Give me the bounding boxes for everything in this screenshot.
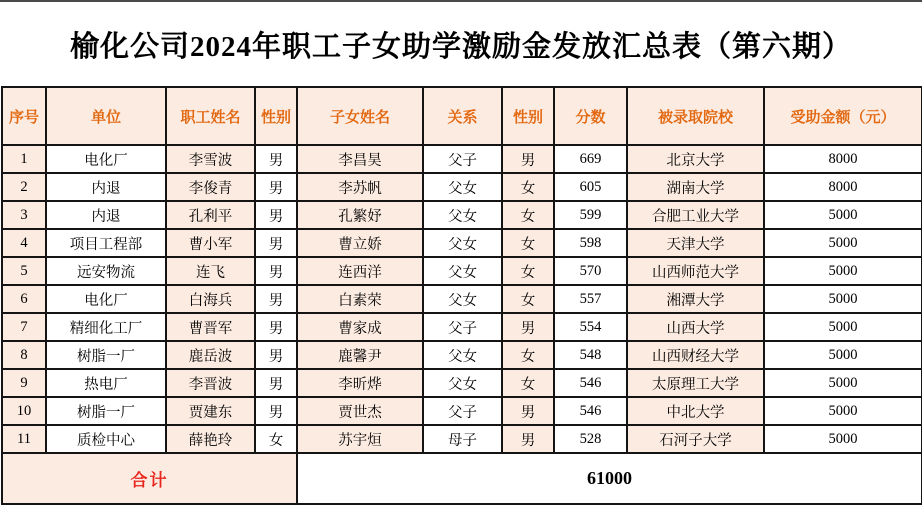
cell-employee-gender: 男 [255, 257, 297, 285]
cell-unit: 精细化工厂 [46, 313, 166, 341]
cell-employee-name: 李晋波 [166, 369, 255, 397]
column-header-no: 序号 [2, 87, 46, 145]
total-label: 合计 [2, 453, 297, 504]
cell-amount: 5000 [764, 369, 922, 397]
cell-amount: 5000 [764, 397, 922, 425]
table-row [2, 369, 922, 397]
cell-child-gender: 女 [502, 201, 554, 229]
cell-no: 7 [2, 313, 46, 341]
cell-no: 1 [2, 145, 46, 173]
cell-child-gender: 女 [502, 341, 554, 369]
cell-no: 5 [2, 257, 46, 285]
cell-school: 山西财经大学 [627, 341, 764, 369]
cell-employee-gender: 男 [255, 397, 297, 425]
cell-employee-gender: 男 [255, 145, 297, 173]
cell-school: 中北大学 [627, 397, 764, 425]
cell-child-name: 贾世杰 [297, 397, 423, 425]
cell-score: 554 [554, 313, 627, 341]
column-header-child-name: 子女姓名 [297, 87, 423, 145]
cell-no: 8 [2, 341, 46, 369]
cell-relation: 父子 [423, 145, 502, 173]
cell-relation: 父子 [423, 313, 502, 341]
cell-relation: 父女 [423, 257, 502, 285]
cell-score: 546 [554, 397, 627, 425]
cell-amount: 5000 [764, 313, 922, 341]
cell-child-gender: 女 [502, 173, 554, 201]
cell-score: 528 [554, 425, 627, 453]
cell-school: 太原理工大学 [627, 369, 764, 397]
cell-no: 6 [2, 285, 46, 313]
cell-child-name: 连西洋 [297, 257, 423, 285]
cell-child-name: 李苏帆 [297, 173, 423, 201]
table-row [2, 257, 922, 285]
cell-child-gender: 女 [502, 285, 554, 313]
cell-school: 北京大学 [627, 145, 764, 173]
cell-child-gender: 男 [502, 397, 554, 425]
cell-no: 11 [2, 425, 46, 453]
cell-no: 3 [2, 201, 46, 229]
cell-amount: 5000 [764, 257, 922, 285]
cell-employee-gender: 男 [255, 285, 297, 313]
table-row [2, 201, 922, 229]
cell-child-name: 苏宇烜 [297, 425, 423, 453]
table-row [2, 397, 922, 425]
cell-relation: 父女 [423, 369, 502, 397]
cell-relation: 父女 [423, 229, 502, 257]
cell-relation: 母子 [423, 425, 502, 453]
cell-amount: 8000 [764, 145, 922, 173]
cell-relation: 父子 [423, 397, 502, 425]
table-row [2, 285, 922, 313]
cell-unit: 热电厂 [46, 369, 166, 397]
table-row [2, 313, 922, 341]
cell-unit: 树脂一厂 [46, 341, 166, 369]
column-header-school: 被录取院校 [627, 87, 764, 145]
cell-employee-name: 贾建东 [166, 397, 255, 425]
cell-unit: 内退 [46, 173, 166, 201]
cell-employee-gender: 男 [255, 313, 297, 341]
cell-score: 605 [554, 173, 627, 201]
cell-unit: 远安物流 [46, 257, 166, 285]
cell-employee-name: 薛艳玲 [166, 425, 255, 453]
cell-child-gender: 男 [502, 313, 554, 341]
column-header-unit: 单位 [46, 87, 166, 145]
cell-school: 合肥工业大学 [627, 201, 764, 229]
cell-score: 548 [554, 341, 627, 369]
total-amount: 61000 [297, 453, 922, 504]
cell-school: 山西大学 [627, 313, 764, 341]
cell-child-name: 曹家成 [297, 313, 423, 341]
cell-score: 598 [554, 229, 627, 257]
cell-employee-name: 曹晋军 [166, 313, 255, 341]
cell-relation: 父女 [423, 201, 502, 229]
table-header-row [2, 87, 922, 145]
cell-unit: 树脂一厂 [46, 397, 166, 425]
cell-amount: 5000 [764, 285, 922, 313]
cell-child-name: 曹立娇 [297, 229, 423, 257]
cell-unit: 质检中心 [46, 425, 166, 453]
cell-employee-name: 鹿岳波 [166, 341, 255, 369]
cell-relation: 父女 [423, 341, 502, 369]
cell-unit: 电化厂 [46, 285, 166, 313]
cell-no: 2 [2, 173, 46, 201]
cell-score: 557 [554, 285, 627, 313]
cell-employee-gender: 男 [255, 229, 297, 257]
cell-employee-gender: 女 [255, 425, 297, 453]
cell-employee-name: 曹小军 [166, 229, 255, 257]
cell-school: 石河子大学 [627, 425, 764, 453]
cell-relation: 父女 [423, 173, 502, 201]
cell-unit: 项目工程部 [46, 229, 166, 257]
cell-unit: 电化厂 [46, 145, 166, 173]
cell-employee-name: 李雪波 [166, 145, 255, 173]
cell-amount: 8000 [764, 173, 922, 201]
cell-employee-name: 连飞 [166, 257, 255, 285]
page-title: 榆化公司2024年职工子女助学激励金发放汇总表（第六期） [69, 30, 852, 63]
cell-amount: 5000 [764, 425, 922, 453]
cell-employee-name: 孔利平 [166, 201, 255, 229]
cell-no: 10 [2, 397, 46, 425]
cell-relation: 父女 [423, 285, 502, 313]
cell-amount: 5000 [764, 201, 922, 229]
subsidy-summary-table [1, 86, 922, 505]
table-row [2, 229, 922, 257]
cell-child-gender: 男 [502, 425, 554, 453]
cell-amount: 5000 [764, 229, 922, 257]
cell-amount: 5000 [764, 341, 922, 369]
column-header-employee-gender: 性别 [255, 87, 297, 145]
table-row [2, 425, 922, 453]
cell-score: 599 [554, 201, 627, 229]
cell-child-gender: 男 [502, 145, 554, 173]
cell-employee-name: 李俊青 [166, 173, 255, 201]
cell-school: 湖南大学 [627, 173, 764, 201]
cell-employee-gender: 男 [255, 173, 297, 201]
column-header-score: 分数 [554, 87, 627, 145]
table-row [2, 173, 922, 201]
cell-child-name: 鹿馨尹 [297, 341, 423, 369]
cell-unit: 内退 [46, 201, 166, 229]
column-header-child-gender: 性别 [502, 87, 554, 145]
cell-no: 4 [2, 229, 46, 257]
table-row [2, 341, 922, 369]
cell-employee-gender: 男 [255, 369, 297, 397]
cell-school: 山西师范大学 [627, 257, 764, 285]
cell-child-name: 白素荣 [297, 285, 423, 313]
cell-employee-name: 白海兵 [166, 285, 255, 313]
cell-score: 669 [554, 145, 627, 173]
column-header-amount: 受助金额（元） [764, 87, 922, 145]
cell-employee-gender: 男 [255, 201, 297, 229]
cell-child-name: 孔繁妤 [297, 201, 423, 229]
table-row [2, 145, 922, 173]
cell-employee-gender: 男 [255, 341, 297, 369]
cell-child-gender: 女 [502, 369, 554, 397]
cell-score: 546 [554, 369, 627, 397]
total-row [2, 453, 922, 504]
cell-no: 9 [2, 369, 46, 397]
cell-school: 湘潭大学 [627, 285, 764, 313]
cell-score: 570 [554, 257, 627, 285]
cell-child-gender: 女 [502, 257, 554, 285]
cell-child-gender: 女 [502, 229, 554, 257]
column-header-relation: 关系 [423, 87, 502, 145]
cell-child-name: 李昕烨 [297, 369, 423, 397]
cell-school: 天津大学 [627, 229, 764, 257]
column-header-employee-name: 职工姓名 [166, 87, 255, 145]
cell-child-name: 李昌昊 [297, 145, 423, 173]
